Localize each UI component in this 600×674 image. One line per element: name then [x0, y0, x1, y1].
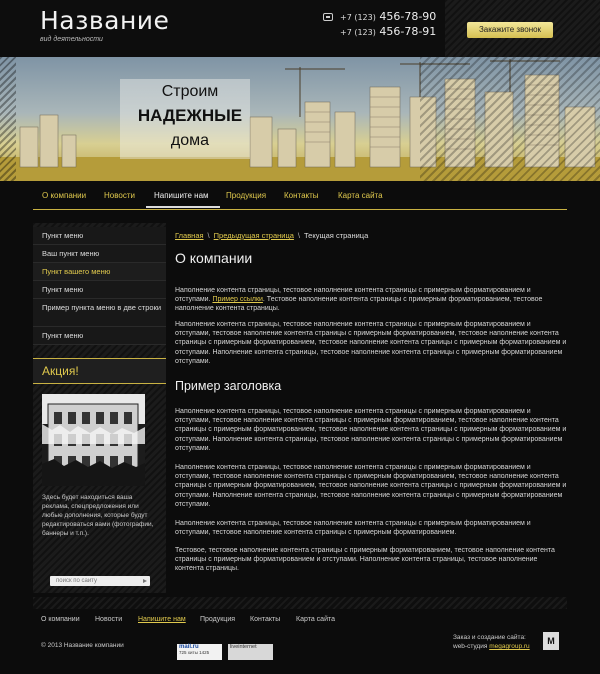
nav-item-news[interactable]: Новости — [104, 191, 135, 200]
banner-decor-right — [420, 57, 600, 181]
promo-building-image — [42, 394, 145, 486]
breadcrumb-home[interactable]: Главная — [175, 231, 204, 240]
footer-decor-stripe — [0, 597, 600, 609]
megagroup-logo-icon[interactable]: M — [543, 632, 559, 650]
nav-active-indicator — [146, 206, 220, 208]
phone-icon — [323, 13, 333, 21]
footer-nav-products[interactable]: Продукция — [200, 616, 236, 623]
main-nav — [0, 181, 600, 211]
breadcrumb-separator: \ — [297, 231, 301, 240]
example-link[interactable]: Пример ссылки — [212, 296, 263, 304]
sidebar-item-1[interactable]: Пункт меню — [33, 227, 166, 245]
developer-prefix: web-студия — [453, 643, 490, 650]
search-input[interactable] — [50, 576, 150, 586]
section-heading: Пример заголовка — [175, 379, 282, 393]
breadcrumb-separator: \ — [207, 231, 210, 240]
promo-image[interactable] — [42, 394, 145, 486]
callback-button[interactable]: Закажите звонок — [467, 22, 553, 38]
breadcrumb-current: Текущая страница — [304, 231, 369, 240]
paragraph-1 — [175, 286, 567, 314]
nav-item-contacts[interactable]: Контакты — [284, 191, 319, 200]
paragraph-2: Наполнение контента страницы, тестовое наполнение контента страницы с примерным форматированием и отступами, тестовое наполнение контента страницы с примерным форматированием, тестовое наполнение контента страницы с примерным форматированием, тестовое наполнение контента страницы с примерным форматированием и отступами. Наполнение контента страницы, тестовое наполнение контента страницы с примерным форматированием отступами. — [175, 321, 567, 365]
phone-1-code: +7 (123) — [340, 13, 376, 22]
promo-title: Акция! — [33, 358, 166, 384]
paragraph-3: Наполнение контента страницы, тестовое наполнение контента страницы с примерным форматированием и отступами, тестовое наполнение контента страницы с примерным форматированием, тестовое наполнение контента страницы с примерным форматированием, тестовое наполнение контента страницы с примерным форматированием и отступами. Наполнение контента страницы, тестовое наполнение контента страницы с примерным форматированием отступами. — [175, 408, 567, 452]
site-header — [0, 0, 600, 57]
paragraph-5: Наполнение контента страницы, тестовое наполнение контента страницы с примерным форматированием и отступами, тестовое наполнение контента страницы с примерным форматированием. — [175, 520, 531, 537]
developer-credit-line: Заказ и создание сайта: — [453, 634, 526, 641]
copyright: © 2013 Название компании — [41, 642, 124, 649]
sidebar-item-5[interactable]: Пример пункта меню в две строки — [33, 299, 166, 327]
paragraph-4: Наполнение контента страницы, тестовое наполнение контента страницы с примерным форматированием и отступами, тестовое наполнение контента страницы с примерным форматированием, тестовое наполнение контента страницы с примерным форматированием, тестовое наполнение контента страницы с примерным форматированием и отступами. Наполнение контента страницы, тестовое наполнение контента страницы с примерным форматированием отступами. — [175, 464, 567, 508]
paragraph-1-text-a: Наполнение контента страницы, тестовое наполнение контента страницы с примерным форматированием и отступами. — [175, 287, 531, 304]
sidebar-item-2[interactable]: Ваш пункт меню — [33, 245, 166, 263]
banner-line-3: дома — [170, 132, 210, 149]
site-subtitle: вид деятельности — [40, 36, 103, 43]
mailru-counter-stats: 725 хиты 1425 — [179, 650, 210, 655]
nav-divider — [33, 209, 567, 210]
footer-nav-about[interactable]: О компании — [41, 616, 80, 623]
paragraph-6: Тестовое, тестовое наполнение контента страницы с примерным форматированием, тестовое наполнение контента страницы с примерным форматированием и отступами. Наполнение контента страницы, тестовое наполнение контента страницы. — [175, 547, 555, 573]
promo-text: Здесь будет находиться ваша реклама, спецпредложения или любые дополнения, которые будут редактироваться вами (фотографии, баннеры и т.п.). — [42, 494, 154, 537]
search-arrow-icon[interactable] — [142, 578, 148, 584]
footer-nav-news[interactable]: Новости — [95, 616, 123, 623]
phone-2 — [340, 25, 436, 38]
mailru-counter[interactable] — [177, 644, 222, 660]
developer-credit — [453, 633, 530, 651]
sidebar-item-3-active[interactable]: Пункт вашего меню — [33, 263, 166, 281]
mailru-counter-label: mail.ru — [179, 644, 199, 650]
page-title: О компании — [175, 250, 253, 266]
footer-nav-write-us[interactable]: Напишите нам — [138, 616, 186, 623]
breadcrumb — [175, 231, 368, 240]
nav-item-write-us[interactable]: Напишите нам — [154, 191, 209, 200]
sidebar-item-4[interactable]: Пункт меню — [33, 281, 166, 299]
nav-item-sitemap[interactable]: Карта сайта — [338, 191, 383, 200]
phone-1 — [340, 10, 436, 23]
banner-decor-left — [0, 57, 16, 181]
breadcrumb-prev[interactable]: Предыдущая страница — [213, 231, 294, 240]
developer-link[interactable]: megagroup.ru — [489, 643, 530, 650]
nav-item-about[interactable]: О компании — [42, 191, 87, 200]
footer-nav-sitemap[interactable]: Карта сайта — [296, 616, 335, 623]
paragraph-1-text-b: . Тестовое наполнение контента страницы с примерным форматированием, тестовое наполнение контента страницы. — [175, 296, 543, 313]
sidebar-item-6[interactable]: Пункт меню — [33, 327, 166, 345]
nav-item-products[interactable]: Продукция — [226, 191, 267, 200]
footer-nav-contacts[interactable]: Контакты — [250, 616, 281, 623]
phone-2-number: 456-78-91 — [379, 25, 437, 38]
hero-banner — [0, 57, 600, 181]
banner-line-1: Строим — [161, 83, 219, 100]
sidebar — [33, 223, 166, 593]
phone-2-code: +7 (123) — [340, 28, 376, 37]
banner-line-2: НАДЕЖНЫЕ — [137, 106, 243, 125]
phone-1-number: 456-78-90 — [379, 10, 437, 23]
liveinternet-counter[interactable]: liveinternet — [228, 644, 273, 660]
site-title[interactable]: Название — [40, 6, 170, 35]
